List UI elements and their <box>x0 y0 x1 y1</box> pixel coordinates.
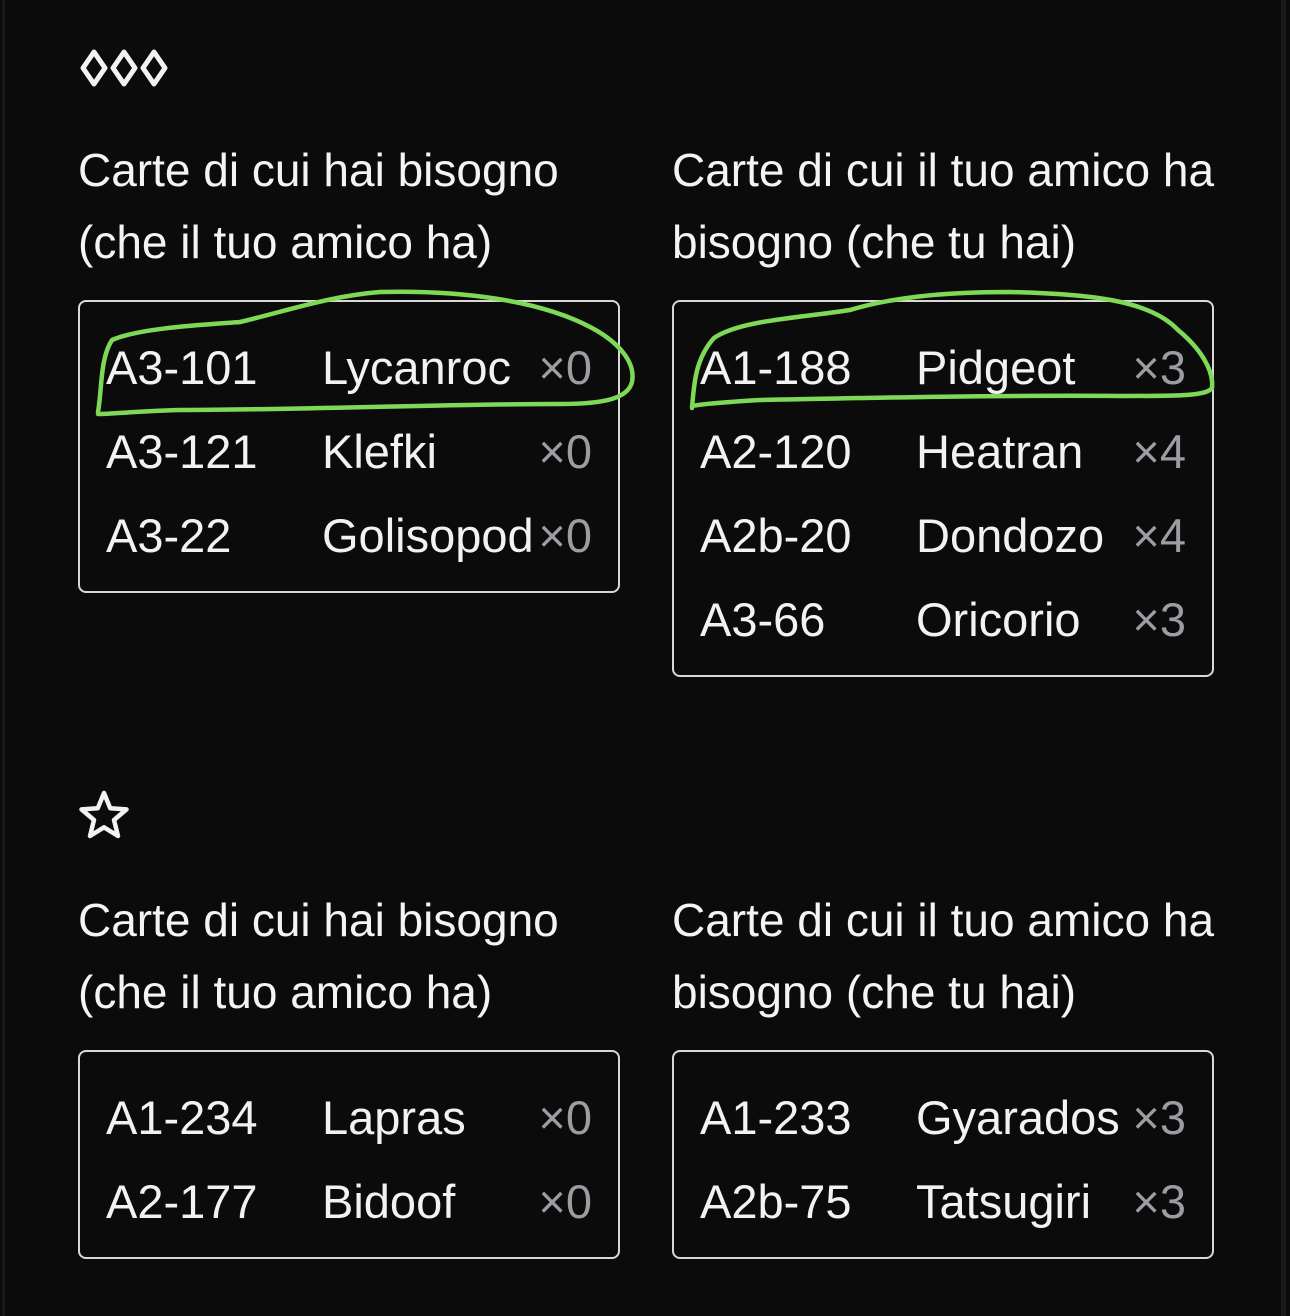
screen-edge-right <box>1281 0 1286 1316</box>
card-code: A1-188 <box>700 341 852 394</box>
card-row[interactable] <box>674 578 1212 662</box>
card-quantity: ×0 <box>538 425 592 478</box>
card-name: Gyarados <box>916 1091 1120 1144</box>
card-row[interactable] <box>80 410 618 494</box>
card-row[interactable] <box>674 410 1212 494</box>
card-code: A2-177 <box>106 1175 258 1228</box>
card-name: Klefki <box>322 425 437 478</box>
card-code: A2-120 <box>700 425 852 478</box>
diamond-icon <box>143 52 165 84</box>
card-row[interactable] <box>80 326 618 410</box>
card-row[interactable] <box>674 326 1212 410</box>
card-name: Pidgeot <box>916 341 1076 394</box>
card-quantity: ×0 <box>538 341 592 394</box>
card-quantity: ×0 <box>538 1175 592 1228</box>
card-quantity: ×3 <box>1132 1175 1186 1228</box>
card-name: Bidoof <box>322 1175 456 1228</box>
card-quantity: ×3 <box>1132 341 1186 394</box>
diamond-icon <box>113 52 135 84</box>
give-title: Carte di cui il tuo amico ha bisogno (che tu hai) <box>672 894 1215 1018</box>
star-icon <box>78 790 130 840</box>
diamond-icon <box>83 52 105 84</box>
card-row[interactable] <box>80 1076 618 1160</box>
rarity-diamonds-icon <box>78 48 174 88</box>
give-card-list <box>672 1050 1214 1259</box>
card-code: A1-233 <box>700 1091 852 1144</box>
card-name: Heatran <box>916 425 1084 478</box>
give-card-list <box>672 300 1214 677</box>
card-name: Oricorio <box>916 593 1081 646</box>
card-row[interactable] <box>674 1160 1212 1244</box>
card-name: Tatsugiri <box>916 1175 1092 1228</box>
card-code: A3-121 <box>106 425 258 478</box>
card-name: Golisopod <box>322 509 534 562</box>
need-card-list <box>78 1050 620 1259</box>
card-code: A1-234 <box>106 1091 258 1144</box>
card-name: Dondozo <box>916 509 1105 562</box>
trade-screen <box>2 0 1286 1316</box>
card-name: Lapras <box>322 1091 466 1144</box>
card-row[interactable] <box>80 494 618 578</box>
card-code: A2b-20 <box>700 509 852 562</box>
need-title: Carte di cui hai bisogno (che il tuo amico ha) <box>78 144 559 268</box>
card-quantity: ×0 <box>538 1091 592 1144</box>
card-quantity: ×4 <box>1132 509 1186 562</box>
card-quantity: ×0 <box>538 509 592 562</box>
need-card-list <box>78 300 620 593</box>
card-code: A2b-75 <box>700 1175 852 1228</box>
card-quantity: ×3 <box>1132 1091 1186 1144</box>
card-row[interactable] <box>674 1076 1212 1160</box>
card-row[interactable] <box>80 1160 618 1244</box>
card-quantity: ×4 <box>1132 425 1186 478</box>
card-quantity: ×3 <box>1132 593 1186 646</box>
give-title: Carte di cui il tuo amico ha bisogno (che tu hai) <box>672 144 1215 268</box>
screen-edge-left <box>2 0 5 1316</box>
card-code: A3-22 <box>106 509 232 562</box>
card-name: Lycanroc <box>322 341 511 394</box>
card-row[interactable] <box>674 494 1212 578</box>
card-code: A3-101 <box>106 341 258 394</box>
need-title: Carte di cui hai bisogno (che il tuo amico ha) <box>78 894 559 1018</box>
card-code: A3-66 <box>700 593 826 646</box>
